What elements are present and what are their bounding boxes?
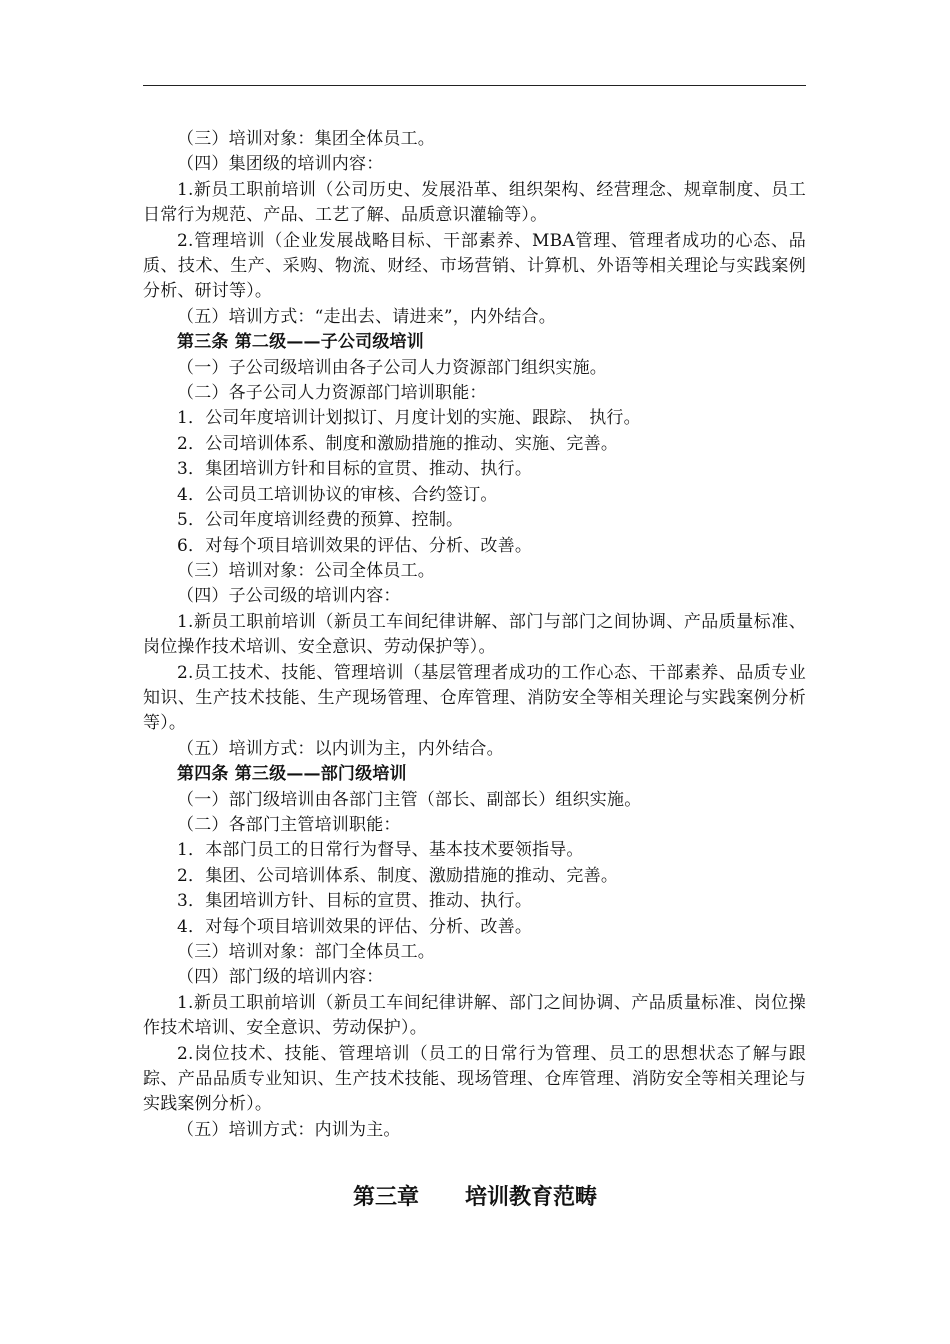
paragraph: 1.新员工职前培训（公司历史、发展沿革、组织架构、经营理念、规章制度、员工日常行为规范、产品、工艺了解、品质意识灌输等）。 <box>143 179 806 226</box>
document-body <box>143 127 806 1143</box>
paragraph: （二）各子公司人力资源部门培训职能： <box>177 383 487 404</box>
paragraph: 2．公司培训体系、制度和激励措施的推动、实施、完善。 <box>177 433 619 454</box>
paragraph: （三）培训对象：集团全体员工。 <box>177 129 435 149</box>
paragraph: 1．公司年度培训计划拟订、月度计划的实施、跟踪、 执行。 <box>177 408 641 429</box>
paragraph: （三）培训对象：公司全体员工。 <box>177 560 435 581</box>
paragraph: 2.员工技术、技能、管理培训（基层管理者成功的工作心态、干部素养、品质专业知识、生产技术技能、生产现场管理、仓库管理、消防安全等相关理论与实践案例分析等）。 <box>143 662 806 734</box>
paragraph: （一）部门级培训由各部门主管（部长、副部长）组织实施。 <box>177 789 642 810</box>
paragraph: 1．本部门员工的日常行为督导、基本技术要领指导。 <box>177 840 584 861</box>
paragraph: （一）子公司级培训由各子公司人力资源部门组织实施。 <box>177 357 607 378</box>
paragraph: （二）各部门主管培训职能： <box>177 814 401 835</box>
paragraph: 2.管理培训（企业发展战略目标、干部素养、MBA管理、管理者成功的心态、品质、技术、生产、采购、物流、财经、市场营销、计算机、外语等相关理论与实践案例分析、研讨等）。 <box>143 230 806 302</box>
section-heading: 第四条 第三级——部门级培训 <box>177 764 407 785</box>
paragraph: 2.岗位技术、技能、管理培训（员工的日常行为管理、员工的思想状态了解与跟踪、产品品质专业知识、生产技术技能、现场管理、仓库管理、消防安全等相关理论与实践案例分析）。 <box>143 1043 806 1115</box>
paragraph: （四）子公司级的培训内容： <box>177 586 401 607</box>
paragraph: （五）培训方式：以内训为主，内外结合。 <box>177 738 504 759</box>
header-rule <box>143 85 806 86</box>
paragraph: （四）集团级的培训内容： <box>177 154 384 175</box>
paragraph: （三）培训对象：部门全体员工。 <box>177 942 435 962</box>
paragraph: 4．公司员工培训协议的审核、合约签订。 <box>177 484 498 505</box>
chapter-title: 第三章 培训教育范畴 <box>353 1185 597 1210</box>
paragraph: 2．集团、公司培训体系、制度、激励措施的推动、完善。 <box>177 865 619 886</box>
paragraph: 4．对每个项目培训效果的评估、分析、改善。 <box>177 916 533 937</box>
paragraph: 3．集团培训方针和目标的宣贯、推动、执行。 <box>177 459 533 480</box>
paragraph: （四）部门级的培训内容： <box>177 967 384 988</box>
paragraph: （五）培训方式：内训为主。 <box>177 1119 401 1140</box>
paragraph: （五）培训方式：“走出去、请进来”，内外结合。 <box>177 306 556 327</box>
paragraph: 1.新员工职前培训（新员工车间纪律讲解、部门之间协调、产品质量标准、岗位操作技术培训、安全意识、劳动保护）。 <box>143 992 806 1039</box>
section-heading: 第三条 第二级——子公司级培训 <box>177 332 424 353</box>
paragraph: 6．对每个项目培训效果的评估、分析、改善。 <box>177 535 533 556</box>
paragraph: 1.新员工职前培训（新员工车间纪律讲解、部门与部门之间协调、产品质量标准、岗位操作技术培训、安全意识、劳动保护等）。 <box>143 611 806 658</box>
paragraph: 5．公司年度培训经费的预算、控制。 <box>177 510 464 531</box>
paragraph: 3．集团培训方针、目标的宣贯、推动、执行。 <box>177 891 533 912</box>
